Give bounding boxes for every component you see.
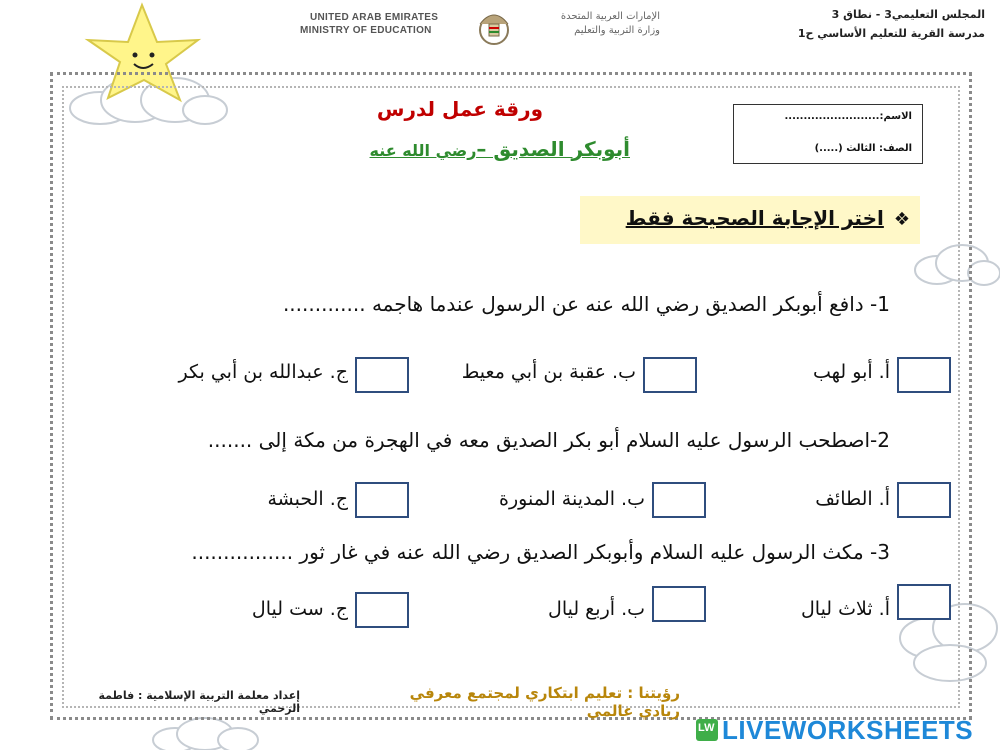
q3-option-c-label: ج. ست ليال [251, 598, 348, 620]
lesson-title [300, 137, 630, 161]
ministry-en-line2: MINISTRY OF EDUCATION [300, 25, 432, 36]
q3-option-b-checkbox[interactable] [652, 586, 706, 622]
student-info-box [733, 104, 923, 164]
ministry-ar-line1: الإمارات العربية المتحدة [560, 11, 660, 22]
instruction-line [590, 206, 910, 230]
q1-option-a-label: أ. أبو لهب [813, 361, 890, 383]
worksheet-title: ورقة عمل لدرس [376, 97, 544, 121]
question-3-text: 3- مكث الرسول عليه السلام وأبوبكر الصديق رضي الله عنه في غار ثور ................ [191, 540, 890, 564]
q2-option-b-checkbox[interactable] [652, 482, 706, 518]
logo-icon-letters: LW [698, 722, 715, 734]
q2-option-c-label: ج. الحبشة [267, 488, 348, 510]
q3-option-a-label: أ. ثلاث ليال [800, 598, 890, 620]
q2-option-a-checkbox[interactable] [897, 482, 951, 518]
q2-option-a-label: أ. الطائف [815, 488, 890, 510]
diamond-bullet-icon: ❖ [893, 209, 910, 230]
q1-option-b-label: ب. عقبة بن أبي معيط [461, 361, 636, 383]
q1-option-a-checkbox[interactable] [897, 357, 951, 393]
liveworksheets-logo-icon [696, 719, 718, 741]
liveworksheets-wordmark: LIVEWORKSHEETS [722, 715, 974, 745]
question-1-text: 1- دافع أبوبكر الصديق رضي الله عنه عن الرسول عندما هاجمه ............. [282, 292, 890, 316]
lesson-title-suffix: رضي الله عنه [369, 141, 477, 160]
q3-option-c-checkbox[interactable] [355, 592, 409, 628]
student-class-field[interactable]: الصف: الثالث (.....) [814, 143, 912, 154]
q2-option-b-label: ب. المدينة المنورة [499, 488, 645, 510]
q1-option-c-checkbox[interactable] [355, 357, 409, 393]
author-credit: إعداد معلمة التربية الإسلامية : فاطمة الزحمي [98, 689, 300, 715]
q2-option-c-checkbox[interactable] [355, 482, 409, 518]
uae-emblem-icon [470, 4, 518, 52]
student-name-field[interactable]: الاسم:......................... [784, 111, 912, 122]
council-line2: مدرسة القرية للتعليم الأساسي ح1 [797, 27, 985, 40]
q3-option-b-label: ب. أربع ليال [548, 598, 645, 620]
ministry-ar-line2: وزارة التربية والتعليم [574, 25, 660, 36]
ministry-en-line1: UNITED ARAB EMIRATES [310, 12, 439, 23]
instruction-text: اختر الإجابة الصحيحة فقط [625, 206, 884, 230]
council-line1: المجلس التعليمي3 - نطاق 3 [831, 8, 985, 21]
lesson-title-main: أبوبكر الصديق – [476, 137, 630, 161]
question-2-text: 2-اصطحب الرسول عليه السلام أبو بكر الصديق معه في الهجرة من مكة إلى ....... [207, 428, 890, 452]
q1-option-b-checkbox[interactable] [643, 357, 697, 393]
q1-option-c-label: ج. عبدالله بن أبي بكر [178, 361, 348, 383]
school-vision: رؤيتنا : تعليم ابتكاري لمجتمع معرفي ريادي عالمي [409, 684, 680, 720]
q3-option-a-checkbox[interactable] [897, 584, 951, 620]
liveworksheets-logo[interactable] [696, 716, 996, 746]
